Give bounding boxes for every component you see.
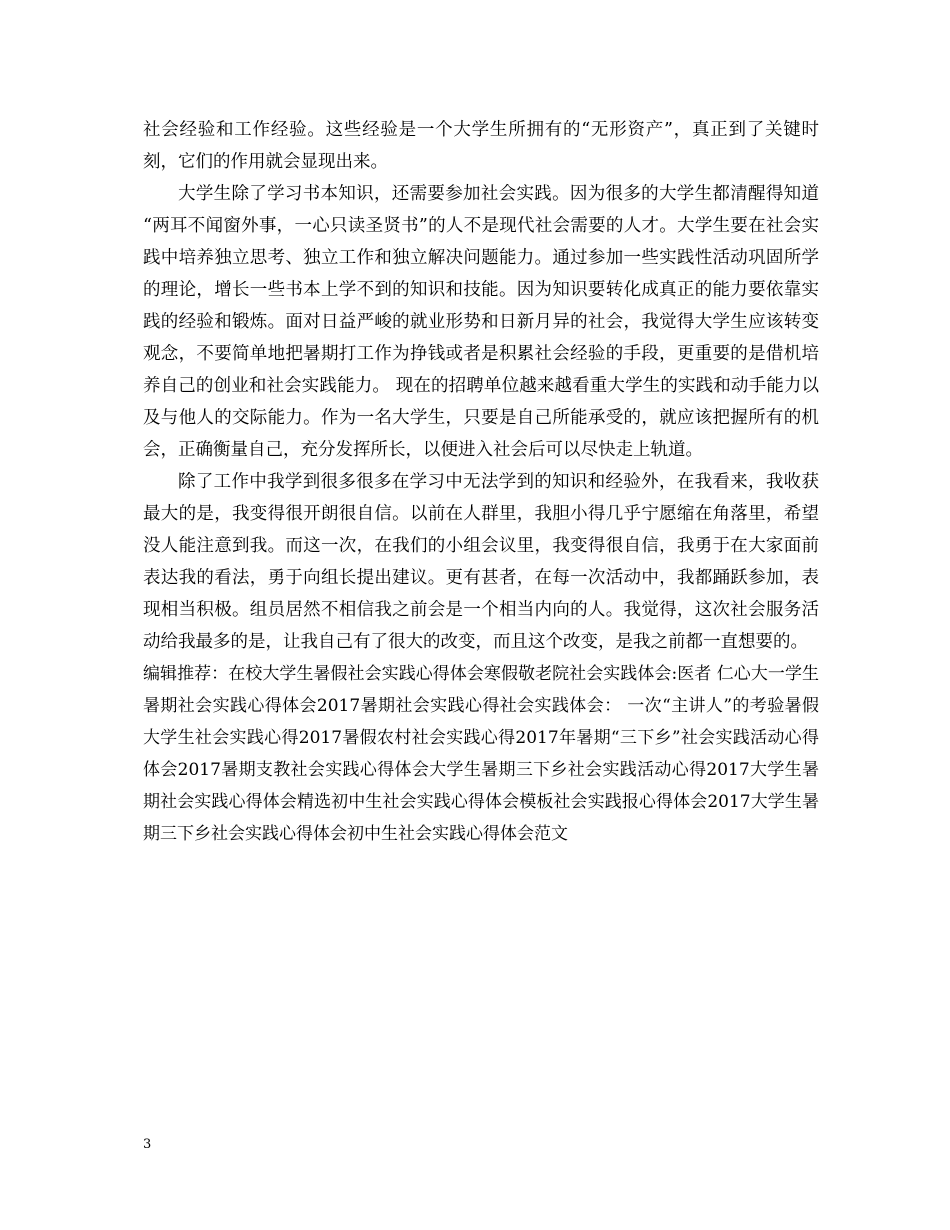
document-body (143, 114, 819, 850)
paragraph-personal-growth: 除了工作中我学到很多很多在学习中无法学到的知识和经验外，在我看来，我收获最大的是，我变得很开朗很自信。以前在人群里，我胆小得几乎宁愿缩在角落里，希望没人能注意到我。而这一次，在我们的小组会议里，我变得很自信，我勇于在大家面前表达我的看法，勇于向组长提出建议。更有甚者，在每一次活动中，我都踊跃参加，表现相当积极。组员居然不相信我之前会是一个相当内向的人。我觉得，这次社会服务活动给我最多的是，让我自己有了很大的改变，而且这个改变，是我之前都一直想要的。 (143, 472, 819, 652)
paragraph-continuation: 社会经验和工作经验。这些经验是一个大学生所拥有的“无形资产”，真正到了关键时刻，它们的作用就会显现出来。 (143, 120, 819, 172)
paragraph-social-practice: 大学生除了学习书本知识，还需要参加社会实践。因为很多的大学生都清醒得知道 “两耳不闻窗外事，一心只读圣贤书”的人不是现代社会需要的人才。大学生要在社会实践中培养独立思考、独立工作和独立解决问题能力。通过参加一些实践性活动巩固所学的理论，增长一些书本上学不到的知识和技能。因为知识要转化成真正的能力要依靠实践的经验和锻炼。面对日益严峻的就业形势和日新月异的社会，我觉得大学生应该转变观念，不要简单地把暑期打工作为挣钱或者是积累社会经验的手段，更重要的是借机培养自己的创业和社会实践能力。 现在的招聘单位越来越看重大学生的实践和动手能力以及与他人的交际能力。作为一名大学生，只要是自己所能承受的，就应该把握所有的机会，正确衡量自己，充分发挥所长，以便进入社会后可以尽快走上轨道。 (143, 184, 819, 460)
page-number: 3 (143, 1137, 152, 1152)
editor-recommendation: 编辑推荐：在校大学生暑假社会实践心得体会寒假敬老院社会实践体会:医者 仁心大一学生暑期社会实践心得体会2017暑期社会实践心得社会实践体会： 一次“主讲人”的考验暑假大学生社会实践心得2017暑假农村社会实践心得2017年暑期“三下乡”社会实践活动心得体会2017暑期支教社会实践心得体会大学生暑期三下乡社会实践活动心得2017大学生暑期社会实践心得体会精选初中生社会实践心得体会模板社会实践报心得体会2017大学生暑期三下乡社会实践心得体会初中生社会实践心得体会范文 (143, 664, 819, 844)
